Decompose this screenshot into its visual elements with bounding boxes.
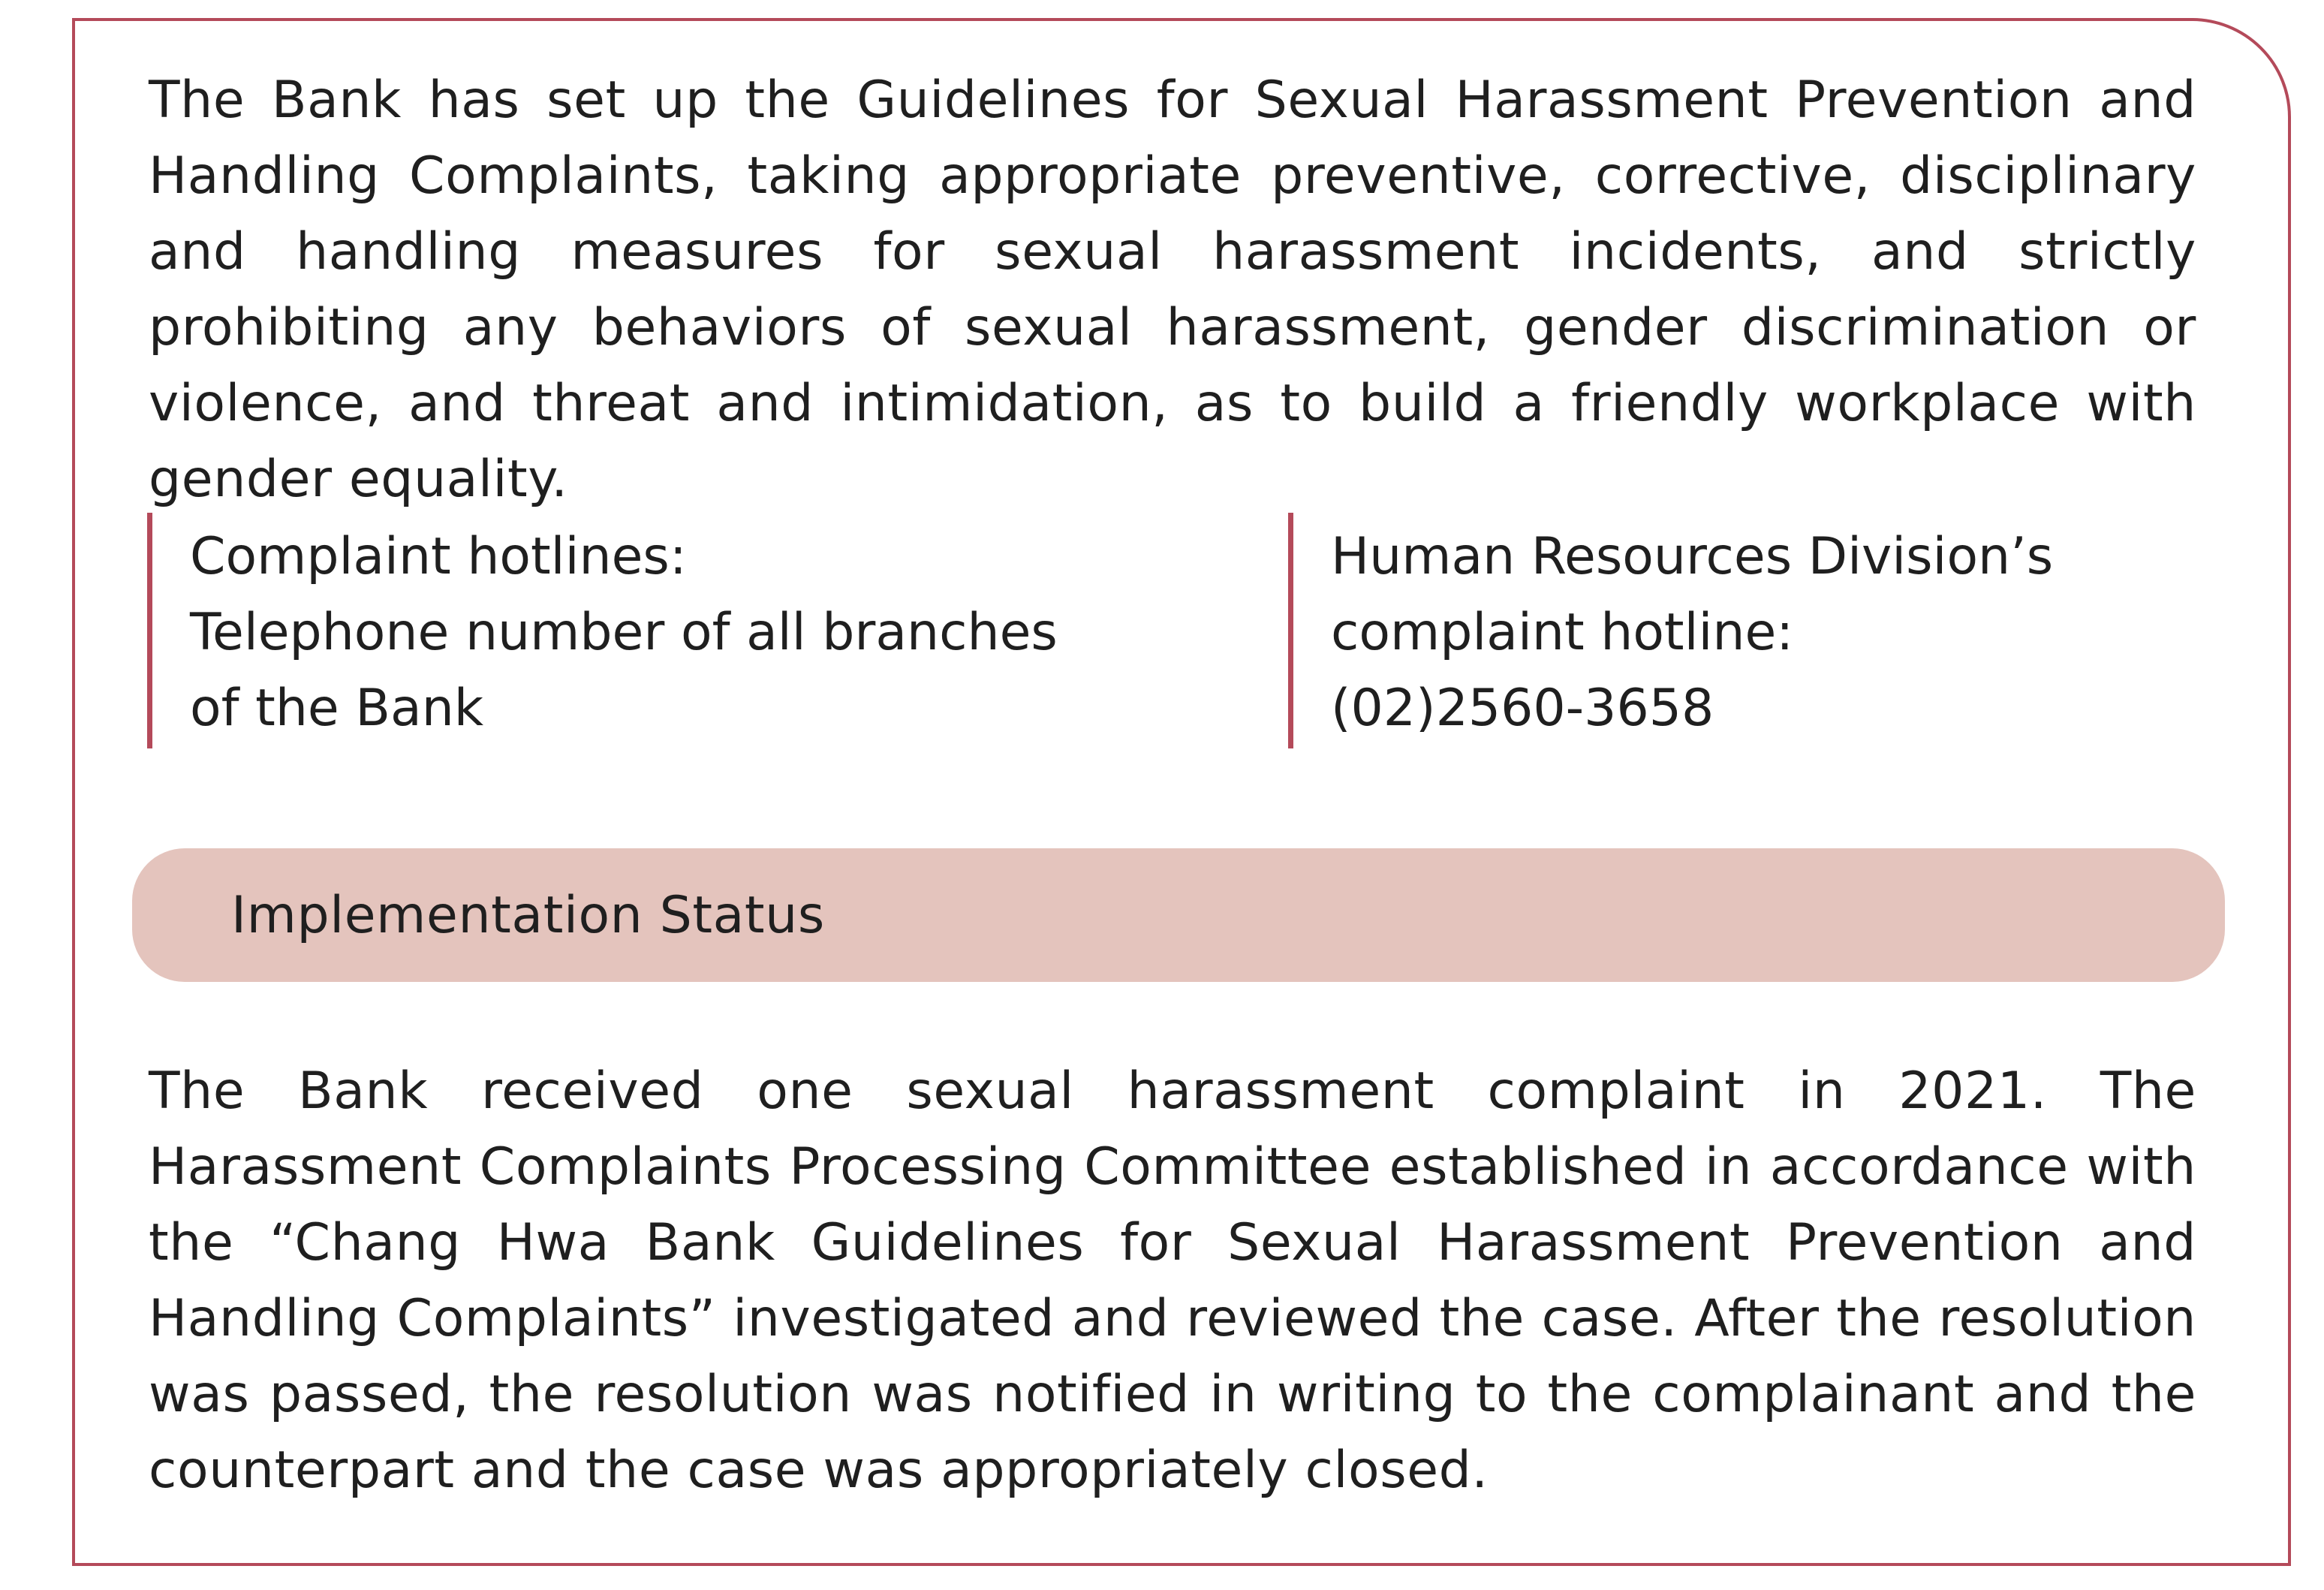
status-paragraph: The Bank received one sexual harassment complaint in 2021. The Harassment Complaints Processing Committee established in accordance with the “Chang Hwa Bank Guidelines for Sexual Harassment Prevention and Handling Complaints” investigated and reviewed the case. After the resolution was passed, the resolution was notified in writing to the complainant and the counterpart and the case was appropriately closed. bbox=[149, 1062, 2196, 1500]
hotline-left-line2: Telephone number of all branches bbox=[190, 603, 1058, 662]
hr-hotline-block bbox=[1288, 513, 2264, 748]
hr-phone-number: (02)2560-3658 bbox=[1331, 679, 1714, 738]
hotline-left-line3: of the Bank bbox=[190, 679, 484, 738]
hotline-right-line2: complaint hotline: bbox=[1331, 603, 1794, 662]
section-title: Implementation Status bbox=[231, 885, 825, 945]
intro-paragraph: The Bank has set up the Guidelines for Sexual Harassment Prevention and Handling Complaints, taking appropriate preventive, corrective, disciplinary and handling measures for sexual harassment incidents, and strictly prohibiting any behaviors of sexual harassment, gender discrimination or violence, and threat and intimidation, as to build a friendly workplace with gender equality. bbox=[149, 71, 2196, 509]
section-header-implementation-status bbox=[132, 848, 2225, 982]
complaint-hotlines-block bbox=[147, 513, 1123, 748]
hotline-right-line1: Human Resources Division’s bbox=[1331, 527, 2054, 586]
hotline-left-line1: Complaint hotlines: bbox=[190, 527, 687, 586]
